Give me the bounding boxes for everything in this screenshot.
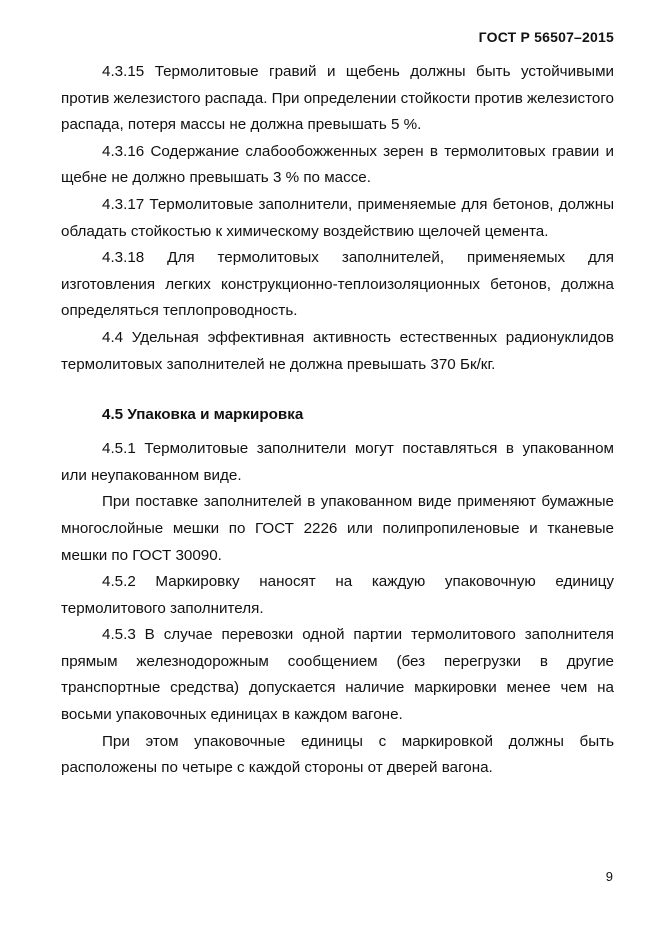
paragraph-4-3-18: 4.3.18 Для термолитовых заполнителей, применяемых для изготовления легких конструкционно-теплоизоляционных бетонов, должна определяться теплопроводность.: [61, 249, 614, 320]
document-standard-code: ГОСТ Р 56507–2015: [478, 29, 614, 45]
paragraph-4-5-1: 4.5.1 Термолитовые заполнители могут поставляться в упакованном или неупакованном виде.: [61, 440, 614, 484]
paragraph-4-3-16: 4.3.16 Содержание слабообожженных зерен в термолитовых гравии и щебне не должно превышать 3 % по массе.: [61, 142, 614, 187]
paragraph-4-5-3: 4.5.3 В случае перевозки одной партии термолитового заполнителя прямым железнодорожным сообщением (без перегрузки в другие транспортные средства) допускается наличие маркировки менее чем на восьми упаковочных единицах в каждом вагоне.: [61, 626, 614, 724]
page-body: [61, 59, 614, 782]
paragraph-packaging-bags: При поставке заполнителей в упакованном виде применяют бумажные многослойные мешки по ГОСТ 2226 или полипропиленовые и тканевые мешки по ГОСТ 30090.: [61, 493, 614, 564]
paragraph-4-3-17: 4.3.17 Термолитовые заполнители, применяемые для бетонов, должны обладать стойкостью к химическому воздействию щелочей цемента.: [61, 195, 614, 240]
page-number: 9: [605, 869, 613, 884]
paragraph-marking-placement: При этом упаковочные единицы с маркировкой должны быть расположены по четыре с каждой стороны от дверей вагона.: [61, 732, 614, 777]
paragraph-4-4: 4.4 Удельная эффективная активность естественных радионуклидов термолитовых заполнителей не должна превышать 370 Бк/кг.: [61, 328, 614, 373]
paragraph-4-3-15: 4.3.15 Термолитовые гравий и щебень должны быть устойчивыми против железистого распада. При определении стойкости против железистого распада, потеря массы не должна превышать 5 %.: [61, 63, 614, 134]
paragraph-4-5-2: 4.5.2 Маркировку наносят на каждую упаковочную единицу термолитового заполнителя.: [61, 573, 614, 617]
section-heading-4-5: 4.5 Упаковка и маркировка: [102, 406, 304, 424]
